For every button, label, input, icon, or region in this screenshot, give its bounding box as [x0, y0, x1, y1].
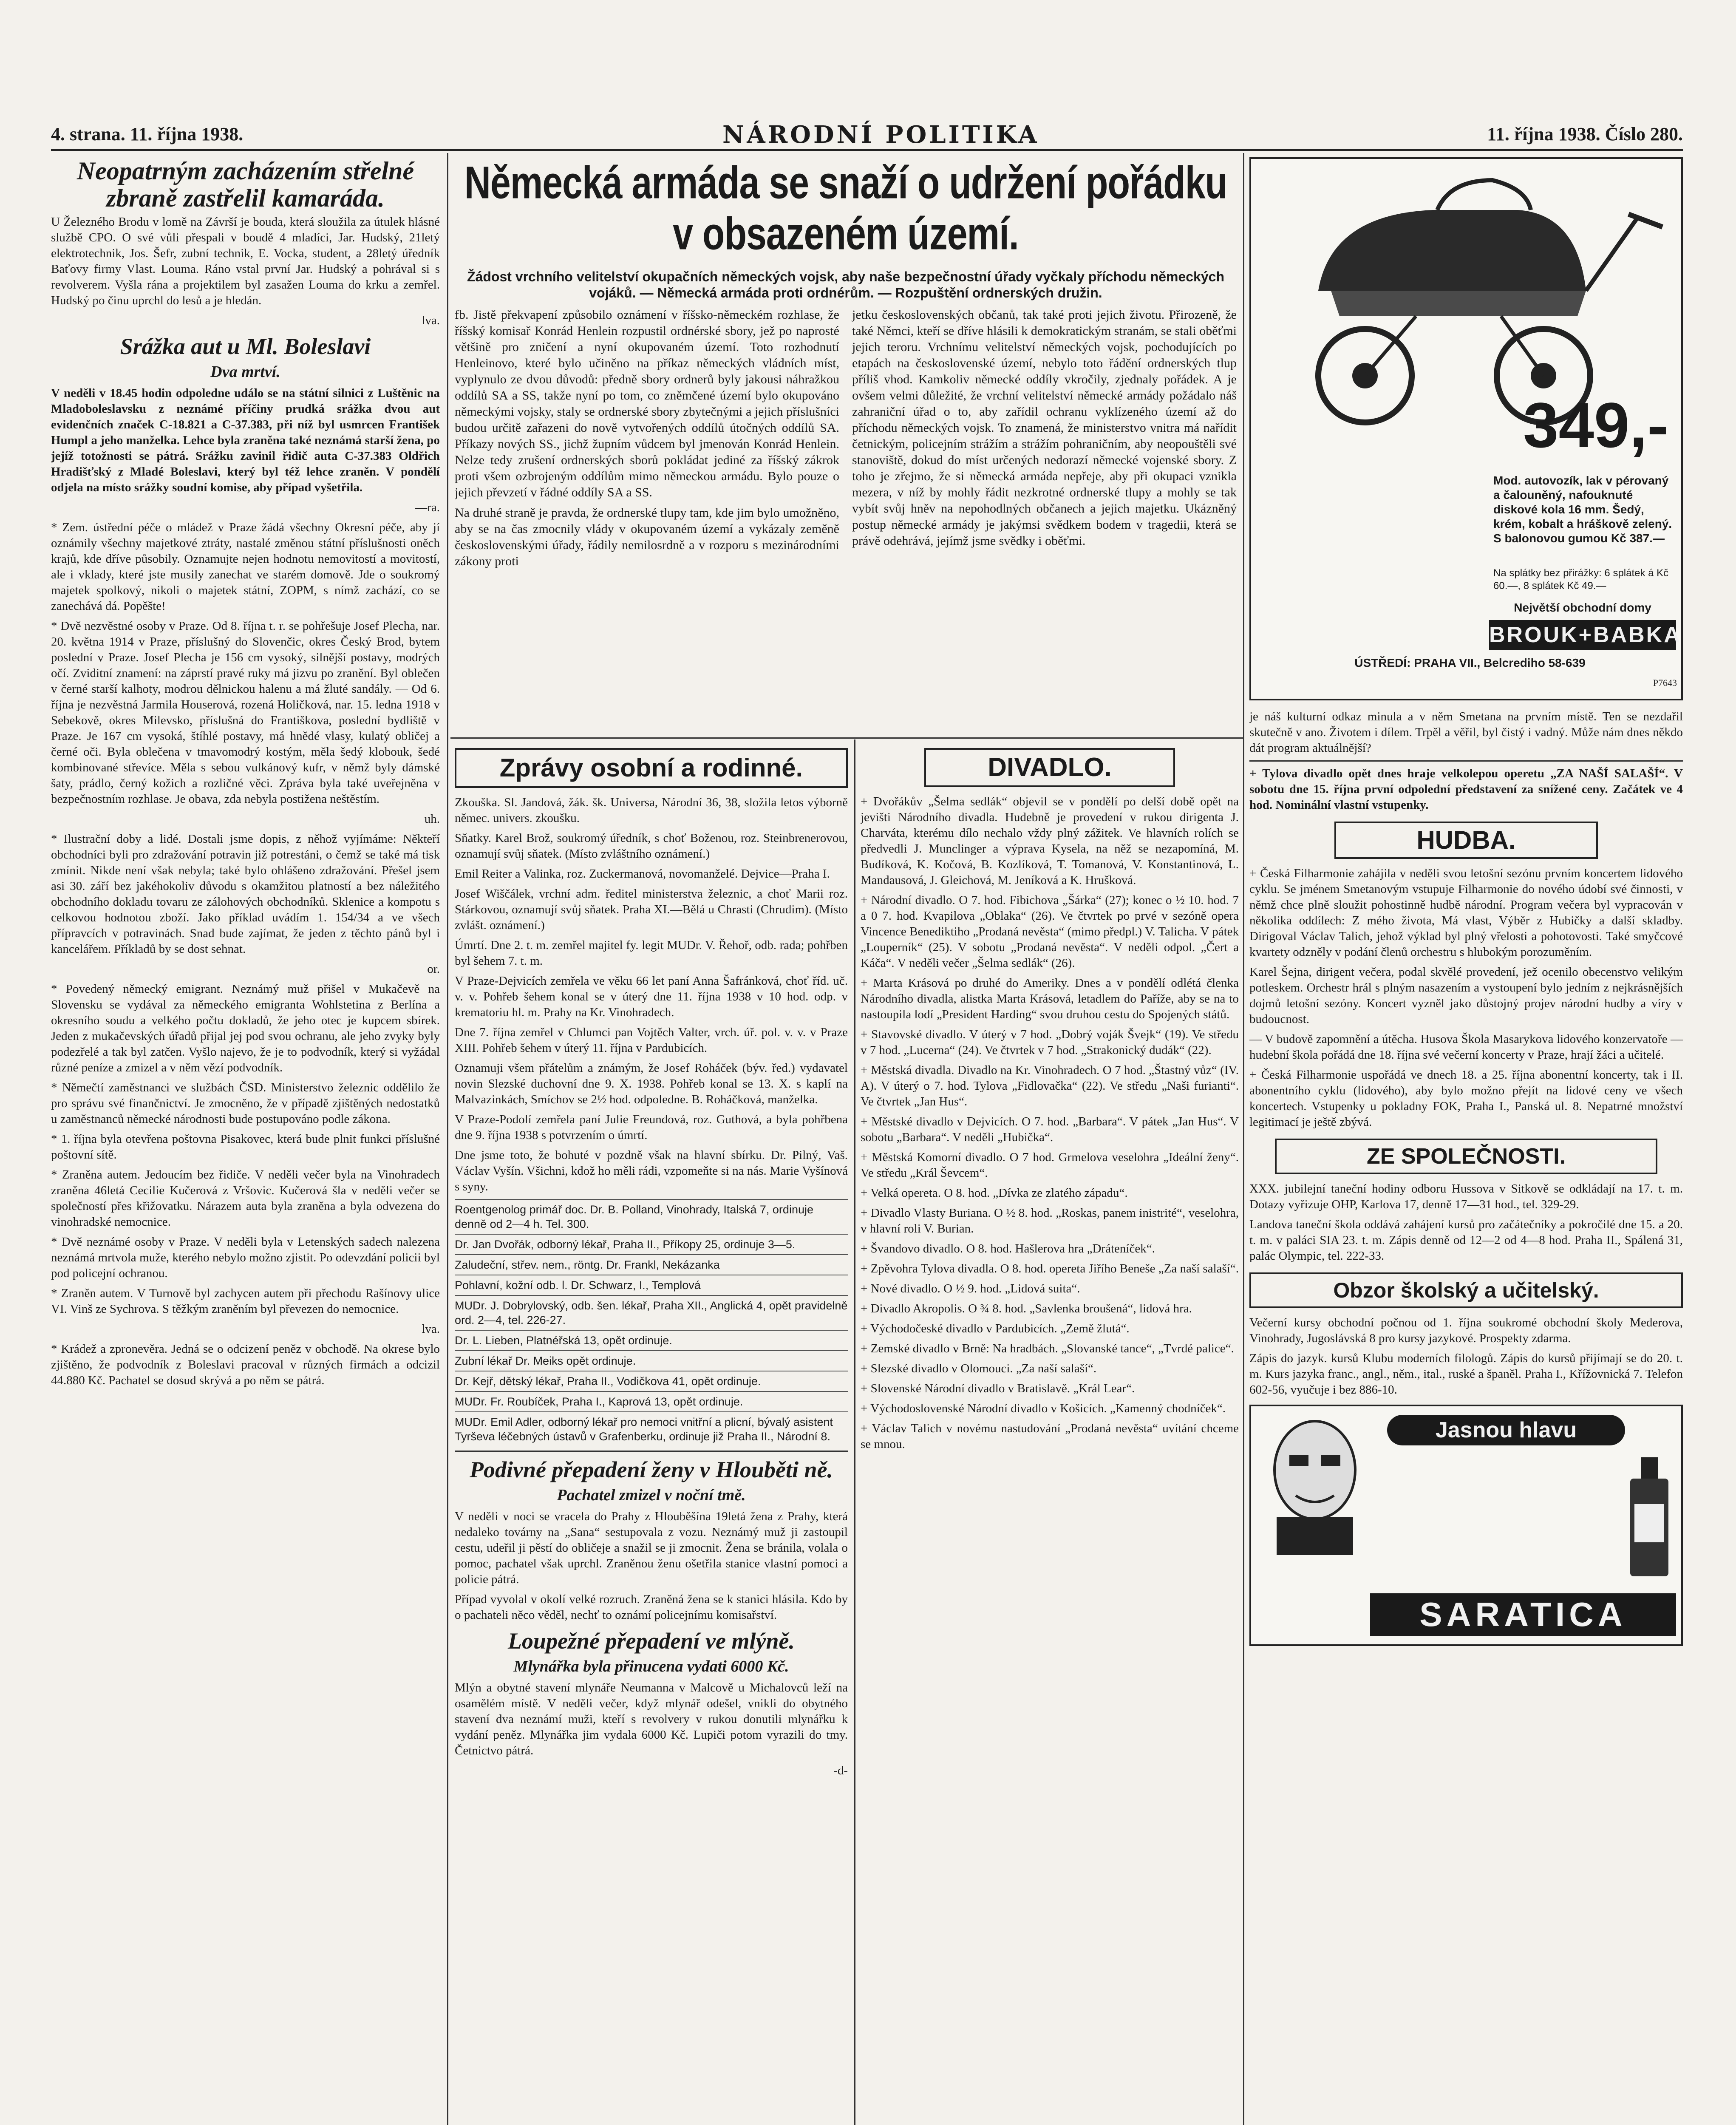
brief-prices: * Ilustrační doby a lidé. Dostali jsme dopis, z něhož vyjímáme: Někteří obchodníci byli pro zdražování potravin již potrestáni, o čemž se také má tisk zmínit. Nikde není však nebyla; také bylo ohlášeno zdražování. Přešel jsem asi 30. září bez jakéhokoliv důvodu s okamžitou platností a bez náležitého obchodního dokladu tovaru ze zálohových obchodníků. Sklenice a kompotu s celkovou hodnotou zboží. Jako příklad uvádím 1. 154/34 a ve všech přípravcích v potravinách. Snad bude zajímat, že jeden z těchto pánů byl i kancelářem. Příkladů by se dost sehnat. — [51, 832, 440, 956]
music-item: + Česká Filharmonie zahájila v neděli svou letošní sezónu prvním koncertem lidového cyklu. Se jménem Smetanovým vstupuje Filharmonie do nového údobí své činnosti, v němž chce plně sloužit pohostinně hudbě národní. Program večera byl vypracován v několika oddílech: Z mého života, Má vlast, Výběr z Hubičky a další skladby. Dirigoval Václav Talich, jehož výklad byl plný vřelosti a pohotovosti. Také smyčcové kvartety odzněly v podání členů orchestru s hlubokým porozuměním. — [1249, 867, 1683, 959]
stroller-advertisement — [1249, 157, 1683, 700]
column-rule — [854, 740, 855, 2125]
article-mill-robbery: Mlýn a obytné stavení mlynáře Neumanna v Malcově u Michalovců leží na osamělém místě. V neděli večer, když mlynář odešel, vnikli do obytného stavení dva neznámí muži, kteří s revolvery v rukou donutili mlynářku k vydání peněz. Mlynářka jim vydala 6000 Kč. Lupiči potom vyrazili do tmy. Četnictvo pátrá. — [455, 1681, 848, 1757]
classified-item: Zaludeční, střev. nem., röntg. Dr. Frankl, Nekázanka — [455, 1254, 848, 1275]
theatre-item: + Východočeské divadlo v Pardubicích. „Země žlutá“. — [861, 1322, 1130, 1335]
personal-item: Úmrtí. Dne 2. t. m. zemřel majitel fy. legit MUDr. V. Řehoř, odb. rada; pohřben byl šehem 7. t. m. — [455, 938, 848, 968]
face-illustration — [1260, 1415, 1370, 1555]
school-item: Zápis do jazyk. kursů Klubu moderních filologů. Zápis do kursů přijímají se do 20. t. m. Kurs jazyka franc., angl., něm., ital., ruské a španěl. Praha I., Křížovnická 7. Telefon 602-56, vyučuje i bez 886-10. — [1249, 1352, 1683, 1397]
heading-school: Obzor školský a učitelský. — [1249, 1272, 1683, 1308]
theatre-item: + Východoslovenské Národní divadlo v Košicích. „Kamenný chodníček“. — [861, 1402, 1226, 1415]
article-assault-2: Případ vyvolal v okolí velké rozruch. Zraněná žena se k stanici hlásila. Kdo by o pachateli něco věděl, nechť to oznámí policejnímu komisařství. — [455, 1592, 848, 1622]
personal-item: Josef Wiščálek, vrchní adm. ředitel ministerstva železnic, a choť Marii roz. Stárkovou, oznamují svůj sňatek. Praha XI.—Bělá u Chrasti (Chrudim). (Místo zvlášt. oznámení.) — [455, 887, 848, 932]
personal-item: V Praze-Podolí zemřela paní Julie Freundová, roz. Guthová, a byla pohřbena dne 9. října 1938 s potvrzením o úmrtí. — [455, 1113, 848, 1142]
main-story — [455, 157, 1237, 735]
heading-music: HUDBA. — [1334, 822, 1598, 859]
brief-post: * 1. října byla otevřena poštovna Pisakovec, která bude plnit funkci příslušné poštovní sítě. — [51, 1132, 440, 1162]
theatre-item: + Dvořákův „Šelma sedlák“ objevil se v pondělí po delší době opět na jevišti Národního divadla. Hudebně je provedení v rukou dirigenta J. Charváta, kterému dílo nechalo vždy plný zážitek. Ve hlavních rolích se předvedli J. Munclinger a výprava Kysela, na něž se nezapomíná, M. Budíková, K. Kočová, B. Kozlíková, T. Tomanová, V. Konstantinová, L. Mandausová, J. Gleichová, M. Jeníková a K. Hrušková. — [861, 795, 1239, 887]
smetana-text: je náš kulturní odkaz minula a v něm Smetana na prvním místě. Ten se nezdařil skutečně v ano. Životem i dílem. Trpěl a věřil, byl čistý i vadný. Může nám dnes někdo dát program aktuálnější? — [1249, 710, 1683, 755]
bottle-illustration — [1626, 1457, 1673, 1576]
society-item: XXX. jubilejní taneční hodiny odboru Hussova v Sitkově se odkládají na 17. t. m. Dotazy vyřizuje OHP, Karlova 17, denně 17—31 hod., tel. 329-29. — [1249, 1182, 1683, 1211]
theatre-item: + Velká opereta. O 8. hod. „Dívka ze zlatého západu“. — [861, 1186, 1128, 1200]
personal-item: Emil Reiter a Valinka, roz. Zuckermanová, novomanželé. Dejvice—Praha I. — [455, 867, 830, 881]
signature: lva. — [422, 1322, 440, 1336]
classified-item: Pohlavní, kožní odb. l. Dr. Schwarz, I., Templová — [455, 1275, 848, 1295]
classified-item: MUDr. Fr. Roubíček, Praha I., Kaprová 13, opět ordinuje. — [455, 1391, 848, 1411]
classified-item: MUDr. Emil Adler, odborný lékař pro nemoci vnitřní a plicní, bývalý asistent Tyrševa léčebných ústavů v Grafenberku, ordinuje již Praha II., Národní 8. — [455, 1411, 848, 1446]
brief-youth-care: * Zem. ústřední péče o mládež v Praze žádá všechny Okresní péče, aby jí oznámily všechny majetkové ztráty, nastalé změnou státní příslušnosti oněch krajů, kde dříve působily. Oznamujte nejen hodnotu nemovitostí a movitostí, ale i vklady, které jste musily zanechat ve starém domově. Jde o soukromý majetek spolkový, nikoli o majetek státní, ZOPM, s nímž zachází, co se zanechává dá. Popěšte! — [51, 521, 440, 613]
column-right — [1249, 157, 1683, 2125]
headline-car-crash: Srážka aut u Ml. Boleslavi — [120, 334, 371, 359]
article-car-crash: V neděli v 18.45 hodin odpoledne událo se na státní silnici z Luštěnic na Mladoboleslavsku z neznámé příčiny prudká srážka dvou aut evidenčních značek C-18.821 a C-37.383, při níž byl usmrcen František Humpl a jeho manželka. Lehce byla zraněna také neznámá starší žena, po jejíž totožnosti se pátrá. Srážku zavinil řidič auta C-37.383 Oldřich Hradišťský z Mladé Boleslavi, který byl též lehce zraněn. V pondělí odjela na místo srážky soudní komise, aby případ vyšetřila. — [51, 386, 440, 494]
personal-item: Sňatky. Karel Brož, soukromý úředník, s choť Boženou, roz. Steinbrenerovou, oznamují svůj sňatek. (Místo zvláštního oznámení.) — [455, 831, 848, 861]
section-rule — [1249, 760, 1683, 762]
article-assault-1: V neděli v noci se vracela do Prahy z Hlouběšína 19letá žena z Prahy, která nedaleko továrny na „Sana“ sestupovala z vozu. Neznámý muž ji zastoupil cestu, udeřil ji pěstí do obličeje a snažil se ji zmocnit. Žena se bránila, volala o pomoc, pachatel však uprchl. Zraněnou ženu ošetřila stanice vlastní pomoci a policie pátrá. — [455, 1510, 848, 1586]
ad-description: Mod. autovozík, lak v pérovaný a čalouněný, nafouknuté diskové kola 16 mm. Šedý, krém, kobalt a hráškově zelený. S balonovou gumou Kč 387.— — [1493, 474, 1672, 545]
brief-emigrant: * Povedený německý emigrant. Neznámý muž přišel v Mukačevě na Slovensku se vydával za německého emigranta Wohlstetina z Berlína a okresního soudu a velkého počtu dokladů, že jeho otec je kupcem sbírek. Jeden z mukačevských úřadů přijal jej pod svou ochranu, ale jeho zvyky byly podezřelé a tak byl zatčen. Vyšlo najevo, že je to podvodník, který si vyžádal různé peníze a zmizel a v něm vězí podvodník. — [51, 982, 440, 1074]
ad-store-name: BROUK+BABKA — [1489, 620, 1676, 650]
subheadline-car-crash: Dva mrtví. — [210, 363, 280, 381]
signature: uh. — [424, 812, 440, 826]
column-left — [51, 157, 440, 2125]
theatre-item: + Národní divadlo. O 7. hod. Fibichova „Šárka“ (27); konec o ½ 10. hod. 7 a 0 7. hod. Kvapilova „Oblaka“ (26). Ve čtvrtek po prvé v sezóně opera Vincence Benediktiho „Prodaná nevěsta“ (mimo předpl.) V. Talicha. V pátek „Louperník“ (25). V sobotu „Prodaná nevěsta“. V neděli odpol. „Čert a Káča“. V neděli večer „Šelma sedlák“ (26). — [861, 893, 1239, 970]
subheadline-mill-robbery: Mlynářka byla přinucena vydati 6000 Kč. — [513, 1658, 789, 1675]
classified-item: Dr. L. Lieben, Platnéřská 13, opět ordinuje. — [455, 1330, 848, 1350]
brief-railway: * Němečtí zaměstnanci ve službách ČSD. Ministerstvo železnic oddělilo že pro správu své finančnictví. Je zmocněno, že v případě zjištěných nedostatků u zaměstnanců německé národnosti bude postupováno podle zákona. — [51, 1081, 440, 1126]
headline-shooting: Neopatrným zacházením střelné zbraně zastřelil kamaráda. — [76, 157, 414, 212]
theatre-item: + Městská divadla. Divadlo na Kr. Vinohradech. O 7 hod. „Štastný vůz“ (IV. A). V úterý o 7. hod. Tylova „Fidlovačka“ (22). Ve středu „Naši furianti“. Ve čtvrtek „Jan Hus“. — [861, 1063, 1239, 1108]
music-item: + Česká Filharmonie uspořádá ve dnech 18. a 25. října abonentní koncerty, tak i II. abonentního cyklu (lidového), aby bylo možno přejít na lidové ceny ve všech koncertech. Vstupenky u pokladny FOK, Praha I., Panská ul. 8. Nepatrné množství legitimací je ještě zbývá. — [1249, 1068, 1683, 1129]
theatre-item: + Švandovo divadlo. O 8. hod. Hašlerova hra „Dráteníček“. — [861, 1242, 1155, 1255]
ad-installments: Na splátky bez přirážky: 6 splátek á Kč 60.—, 8 splátek Kč 49.— — [1493, 567, 1669, 592]
article-shooting: U Železného Brodu v lomě na Závrší je bouda, která sloužila za útulek hlásné službě CPO. O své vůli přespali v boudě 4 mladíci, Jar. Hudský, 21letý elektrotechnik, Jos. Šefr, zubní technik, E. Vocka, student, a 28letý úředník Baťovy firmy Vlast. Louma. Ráno vstal první Jar. Hudský a pohrával si s revolverem. Vyšla rána a projektilem byl zasažen Louma do krku a zemřel. Hudský po činu uprchl do lesů a je hledán. — [51, 215, 440, 307]
music-item: Karel Šejna, dirigent večera, podal skvělé provedení, jež ocenilo obecenstvo velikým potleskem. Orchestr hrál s plným nasazením a vystoupení bylo jedním z nejkrásnějších dojmů letošní sezóny. Koncert vyzněl jako důstojný projev národní hudby a víry v budoucnost. — [1249, 965, 1683, 1026]
signature: or. — [427, 962, 440, 976]
column-rule — [1243, 153, 1244, 2125]
headline-mill-robbery: Loupežné přepadení ve mlýně. — [508, 1628, 795, 1654]
brief-missing-persons: * Dvě nezvěstné osoby v Praze. Od 8. října t. r. se pohřešuje Josef Plecha, nar. 20. května 1914 v Praze, příslušný do Slovenčic, okres Český Brod, bytem poslední v Praze. Josef Plecha je 156 cm vysoký, silnější postavy, modrých očí. Zviditní znamení: na záprstí pravé ruky má jizvu po zranění. Byl oblečen v černé starší kalhoty, modrou dělnickou halenu a má žluté sandály. — Od 6. října je nezvěstná Jarmila Houserová, rozená Holičková, nar. 15. ledna 1918 v Sebekově, okres Milevsko, příslušná do Františkova, poslední bydliště v Praze. Je 167 cm vysoká, štíhlé postavy, má hnědé vlasy, kulatý obličej a černé oči. Byla oblečena v tmavomodrý kostým, měla šedý klobouk, šedé kombinované střevíce. Měla s sebou vulkánový kufr, v němž byly dámské šaty, prádlo, černý kožich a rozličné věci. Zpráva byla také uveřejněna v bezpečnostním rozhlase. Je obava, zda nebyla postižena neštěstím. — [51, 619, 440, 806]
ad-store-label: Největší obchodní domy — [1514, 601, 1651, 614]
heading-theatre: DIVADLO. — [924, 748, 1175, 787]
ad-tagline: Jasnou hlavu — [1387, 1415, 1625, 1445]
saratica-advertisement — [1249, 1405, 1683, 1646]
theatre-item: + Slezské divadlo v Olomouci. „Za naší salaší“. — [861, 1362, 1097, 1375]
music-item: — V budově zapomnění a útěcha. Husova Škola Masarykova lidového konzervatoře — hudební škola pořádá dne 18. října své večerní koncerty v Praze, hrají žáci a učitelé. — [1249, 1032, 1683, 1062]
masthead — [51, 123, 1683, 151]
brief-injured-turnov: * Zraněn autem. V Turnově byl zachycen autem při přechodu Rašínovy ulice VI. Vinš ze Sychrova. S těžkým zraněním byl převezen do nemocnice. — [51, 1286, 440, 1316]
heading-personal-news: Zprávy osobní a rodinné. — [455, 748, 848, 788]
brief-theft: * Krádež a zpronevěra. Jedná se o odcizení peněz v obchodě. Na okrese bylo zjištěno, že podvodník z Boleslavi pracoval v různých firmách a odcizil 44.880 Kč. Pachatel se dosud skrývá a po něm se pátrá. — [51, 1342, 440, 1387]
brief-injured-car: * Zraněna autem. Jedoucím bez řidiče. V neděli večer byla na Vinohradech zraněna 46letá Cecilie Kučerová z Vršovic. Kučerová šla v neděli večer se společností přes křižovatku. Nárazem auta byla zraněna a byla odvezena do vinohradské nemocnice. — [51, 1168, 440, 1229]
ad-brand: SARATICA — [1370, 1593, 1676, 1636]
personal-item: Zkouška. Sl. Jandová, žák. šk. Universa, Národní 36, 38, složila letos výborně němec. univers. zkoušku. — [455, 796, 848, 825]
ad-address: ÚSTŘEDÍ: PRAHA VII., Belcrediho 58-639 — [1354, 656, 1586, 669]
theatre-item: + Nové divadlo. O ½ 9. hod. „Lidová suita“. — [861, 1282, 1080, 1295]
main-body-3: jetku československých občanů, tak také proti jejich životu. Přirozeně, že také Němci, kteří se dříve hlásili k demokratickým stranám, se stali oběťmi jejich teroru. Vrchnímu velitelství německých vojsk, pochodujících po etapách na československé území, nebylo toto řádění ordnerských tlup příliš vhod. Kamkoliv německé oddíly vkročily, zjednaly pořádek. A je ovšem velmi důležité, že vrchní velitelství německé armády požádalo náš zahraniční úřad o to, aby zařídil ochranu vyklízeného území až do příchodu německých vojsk. To znamená, že ministerstvo vnitra má nařídit četnickým, policejním strážím a strážím pohraničním, aby neopouštěli své stanoviště, dokud do míst určených nedorazí německé vojenské sbory. Z toho je zřejmo, že si německá armáda nepřeje, aby při okupaci vznikla mezera, v níž by mohly řádit nezkrotné ordnerské tlupy a mohly se tak vybít svůj hněv na nepohodlných občanech a jejich majetku. Ukázněný postup německé armády je jakýmsi svědkem bodem v tragedii, která se právě odehrává, jejímž jsme svědky i oběťmi. — [852, 308, 1237, 548]
main-body-1: fb. Jistě překvapení způsobilo oznámení v říšsko-německém rozhlase, že říšský komisař Konrád Henlein rozpustil ordnérské sbory, jež po naprosté většině pro zničení a nyní okupovaném území. Toto rozhodnutí Henleinovo, které bylo učiněno na příkaz německých vládních míst, vyplynulo ze dvou důvodů: předně sbory ordnerů byly jakousi náhražkou oddílů SA a SS, takže nyní po tom, co zněmčené území bylo okupováno německými vojsky, staly se ordnerské sbory zbytečnými a jejich příslušníci budou určitě zařazeni do nově vytvořených oddílů útočných oddílů SA. Příkazy nových SS., jichž župním vůdcem byl jmenován Konrád Henlein. Nelze tedy zrušení ordnerských sborů pokládat jediné za říšský zákrok proti všem ozbrojeným oddílům mimo německou armádu. Bylo pouze o jejich převzetí v řádné oddíly SA a SS. — [455, 308, 839, 499]
masthead-date-right: 11. října 1938. Číslo 280. — [1487, 124, 1683, 144]
signature: -d- — [833, 1764, 848, 1777]
column-theatre — [861, 748, 1239, 2125]
classified-item: Zubní lékař Dr. Meiks opět ordinuje. — [455, 1350, 848, 1371]
theatre-item: + Marta Krásová po druhé do Ameriky. Dnes a v pondělí odlétá členka Národního divadla, alistka Marta Krásová, letadlem do Paříže, aby se na to nastoupila lodí „President Harding“ svou druhou cestu do Spojených států. — [861, 976, 1239, 1021]
theatre-item: + Divadlo Vlasty Buriana. O ½ 8. hod. „Roskas, panem inistrité“, veselohra, v hlavní roli V. Burian. — [861, 1206, 1239, 1235]
theatre-item: + Václav Talich v novému nastudování „Prodaná nevěsta“ uvítání chceme se mnou. — [861, 1422, 1239, 1451]
theatre-item: + Městská Komorní divadlo. O 7 hod. Grmelova veselohra „Ideální ženy“. Ve středu „Král Ševcem“. — [861, 1150, 1239, 1180]
column-personal — [455, 748, 848, 2125]
heading-society: ZE SPOLEČNOSTI. — [1275, 1139, 1657, 1174]
tyl-theatre-notice: + Tylova divadlo opět dnes hraje velkolepou operetu „ZA NAŠÍ SALAŠÍ“. V sobotu dne 15. října první odpolední představení za snížené ceny. Začátek ve 4 hod. Nominální vlastní vstupenky. — [1249, 767, 1683, 812]
masthead-title: NÁRODNÍ POLITIKA — [722, 121, 1039, 149]
personal-item: Oznamuji všem přátelům a známým, že Josef Roháček (býv. řed.) vydavatel novin Slezské duchovní dne 9. X. 1938. Pohřeb konal se 13. X. s kaplí na Malvazinkách, Smíchov se 2½ hod. odpoledne. B. Roháčková, manželka. — [455, 1061, 848, 1106]
theatre-item: + Zemské divadlo v Brně: Na hradbách. „Slovanské tance“, „Tvrdé palice“. — [861, 1342, 1234, 1355]
classified-doctors — [455, 1199, 848, 1446]
ad-code: P7643 — [1653, 677, 1677, 688]
personal-item: Dne jsme toto, že bohuté v pozdně však na hlavní sbírku. Dr. Pilný, Vaš. Václav Vyšín. Všichni, kdož ho měli rádi, vzpomeňte si na nás. Marie Vyšínová s syny. — [455, 1148, 848, 1193]
theatre-item: + Slovenské Národní divadlo v Bratislavě. „Král Lear“. — [861, 1382, 1135, 1395]
main-body-2: Na druhé straně je pravda, že ordnerské tlupy tam, kde jim bylo umožněno, aby se na čas zmocnily vlády v okupovaném území a vykázaly zeměně československými úřady, řádily nemilosrdně a v rozporu s mezinárodními zákony proti — [455, 506, 839, 568]
classified-item: MUDr. J. Dobrylovský, odb. šen. lékař, Praha XII., Anglická 4, opět pravidelně ord. 2—4, tel. 226-27. — [455, 1295, 848, 1330]
personal-item: Dne 7. října zemřel v Chlumci pan Vojtěch Valter, vrch. úř. pol. v. v. v Praze XIII. Pohřeb šehem v úterý 11. října v Pardubicích. — [455, 1026, 848, 1055]
main-deck: Žádost vrchního velitelství okupačních německých vojsk, aby naše bezpečnostní úřady vyčkaly příchodu německých vojáků. — Německá armáda proti ordnérům. — Rozpuštění ordnerských družin. — [467, 269, 1224, 300]
brief-unknown-persons: * Dvě neznámé osoby v Praze. V neděli byla v Letenských sadech nalezena neznámá mrtvola muže, kterého nebylo možno zjistit. Po odevzdání policii byl pod policejní ochranou. — [51, 1235, 440, 1280]
society-item: Landova taneční škola oddává zahájení kursů pro začátečníky a pokročilé dne 15. a 20. t. m. v paláci SIA 23. t. m. Zápis denně od 12—2 od 4—8 hod. Praha II., Spálená 31, palác Olympic, tel. 222-33. — [1249, 1218, 1683, 1263]
column-rule — [447, 153, 448, 2125]
signature: lva. — [422, 314, 440, 327]
classified-item: Dr. Kejř, dětský lékař, Praha II., Vodičkova 41, opět ordinuje. — [455, 1371, 848, 1391]
section-rule — [450, 737, 1243, 739]
signature: —ra. — [415, 501, 440, 514]
personal-item: V Praze-Dejvicích zemřela ve věku 66 let paní Anna Šafránková, choť říd. uč. v. v. Pohřeb šehem konal se v úterý dne 11. října 1938 v 10 hod. odp. v krematoriu hl. m. Prahy na Kr. Vinohradech. — [455, 974, 848, 1019]
ad-price: 349,- — [1523, 389, 1668, 461]
masthead-date-left: 4. strana. 11. října 1938. — [51, 124, 244, 144]
classified-item: Roentgenolog primář doc. Dr. B. Polland, Vinohrady, Italská 7, ordinuje denně od 2—4 h. Tel. 300. — [455, 1199, 848, 1234]
school-item: Večerní kursy obchodní počnou od 1. října soukromé obchodní školy Mederova, Vinohrady, Jugoslávská 8 pro kursy jazykové. Prospekty zdarma. — [1249, 1316, 1683, 1345]
theatre-item: + Stavovské divadlo. V úterý v 7 hod. „Dobrý voják Švejk“ (19). Ve středu v 7 hod. „Lucerna“ (24). Ve čtvrtek v 7 hod. „Strakonický dudák“ (22). — [861, 1028, 1239, 1057]
main-headline: Německá armáda se snaží o udržení pořádku v obsazeném území. — [464, 157, 1227, 259]
theatre-item: + Divadlo Akropolis. O ¾ 8. hod. „Savlenka broušená“, lidová hra. — [861, 1302, 1192, 1315]
theatre-item: + Městské divadlo v Dejvicích. O 7. hod. „Barbara“. V pátek „Jan Hus“. V sobotu „Barbara“. V neděli „Hubička“. — [861, 1115, 1239, 1144]
headline-assault: Podivné přepadení ženy v Hlouběti ně. — [470, 1457, 833, 1482]
theatre-item: + Zpěvohra Tylova divadla. O 8. hod. opereta Jiřího Beneše „Za naší salaší“. — [861, 1262, 1239, 1275]
classified-item: Dr. Jan Dvořák, odborný lékař, Praha II., Příkopy 25, ordinuje 3—5. — [455, 1234, 848, 1254]
subheadline-assault: Pachatel zmizel v noční tmě. — [557, 1486, 746, 1504]
